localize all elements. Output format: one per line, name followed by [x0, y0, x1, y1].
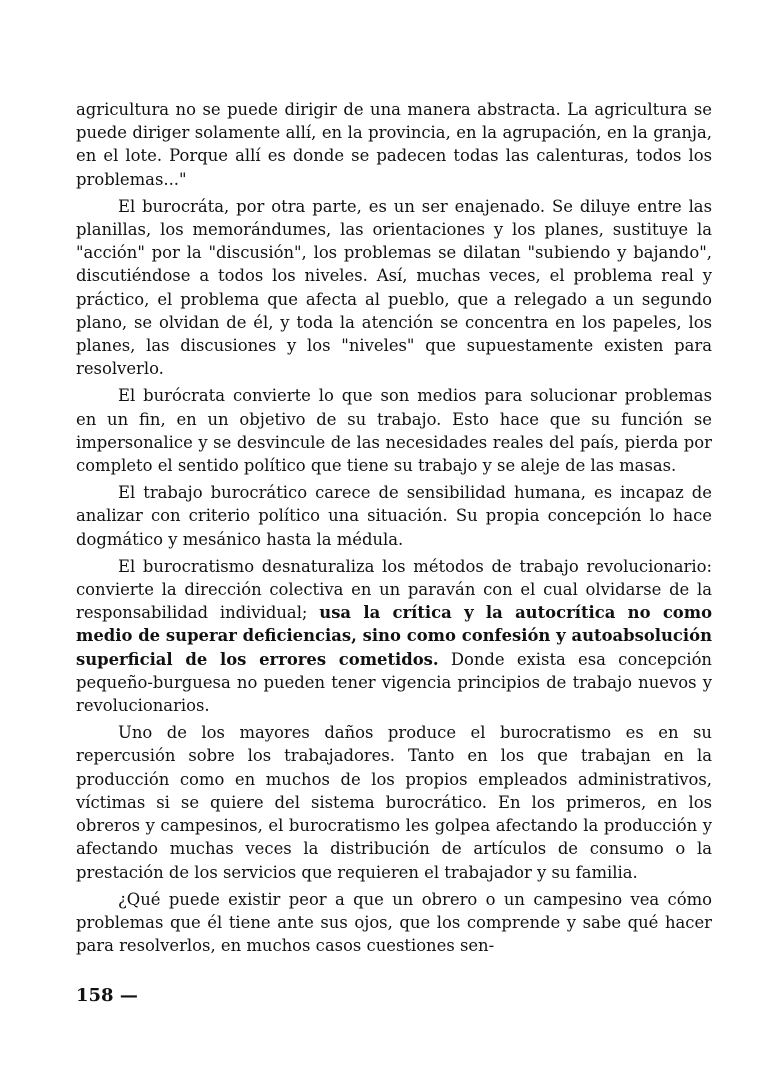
paragraph [76, 195, 712, 381]
paragraph-text: ¿Qué puede existir peor a que un obrero o un campesino vea cómo problemas que él tiene ante sus ojos, que los comprende y sabe qué hacer para resolverlos, en muchos casos cuestiones sen- [76, 889, 712, 956]
paragraph-text: El trabajo burocrático carece de sensibilidad humana, es incapaz de analizar con criterio político una situación. Su propia concepción lo hace dogmático y mesánico hasta la médula. [76, 483, 712, 549]
paragraph-text: El burocráta, por otra parte, es un ser enajenado. Se diluye entre las planillas, los memorándumes, las orientaciones y los planes, sustituye la "acción" por la "discusión", los problemas se dilatan "subiendo y bajando", discutiéndose a todos los niveles. Así, muchas veces, el problema real y práctico, el problema que afecta al pueblo, que a relegado a un segundo plano, se olvidan de él, y toda la atención se concentra en los papeles, los planes, las discusiones y los "niveles" que supuestamente existen para resolverlo. [76, 196, 712, 379]
paragraph [76, 555, 712, 717]
paragraph-text: El burocratismo desnaturaliza los métodos de trabajo revolucionario: convierte la dirección colectiva en un paraván con el cual olvidarse de la responsabilidad individual; [76, 556, 712, 623]
paragraph-text: El burócrata convierte lo que son medios para solucionar problemas en un fin, en un objetivo de su trabajo. Esto hace que su función se impersonalice y se desvincule de las necesidades reales del país, pierda por completo el sentido político que tiene su trabajo y se aleje de las masas. [76, 386, 712, 476]
page-number: 158 — [76, 985, 138, 1006]
paragraph-text: Uno de los mayores daños produce el burocratismo es en su repercusión sobre los trabajadores. Tanto en los que trabajan en la producción como en muchos de los propios empleados administrativos, víctimas si se quiere del sistema burocrático. En los primeros, en los obreros y campesinos, el burocratismo les golpea afectando la producción y afectando muchas veces la distribución de artículos de consumo o la prestación de los servicios que requieren el trabajador y su familia. [76, 723, 712, 882]
paragraph [76, 888, 712, 958]
paragraph-text: Donde exista esa concepción pequeño-burguesa no pueden tener vigencia principios de trabajo nuevos y revolucionarios. [76, 649, 712, 716]
body-text [76, 98, 712, 957]
paragraph [76, 384, 712, 477]
paragraph [76, 721, 712, 883]
paragraph [76, 481, 712, 551]
emphasized-text: usa la crítica y la autocrítica no como medio de superar deficiencias, sino como confesión y autoabsolución superficial de los errores cometidos. [76, 603, 713, 669]
paragraph [76, 98, 712, 191]
paragraph-text: agricultura no se puede dirigir de una manera abstracta. La agricultura se puede diriger solamente allí, en la provincia, en la agrupación, en la granja, en el lote. Porque allí es donde se padecen todas las calenturas, todos los problemas..." [76, 100, 712, 189]
